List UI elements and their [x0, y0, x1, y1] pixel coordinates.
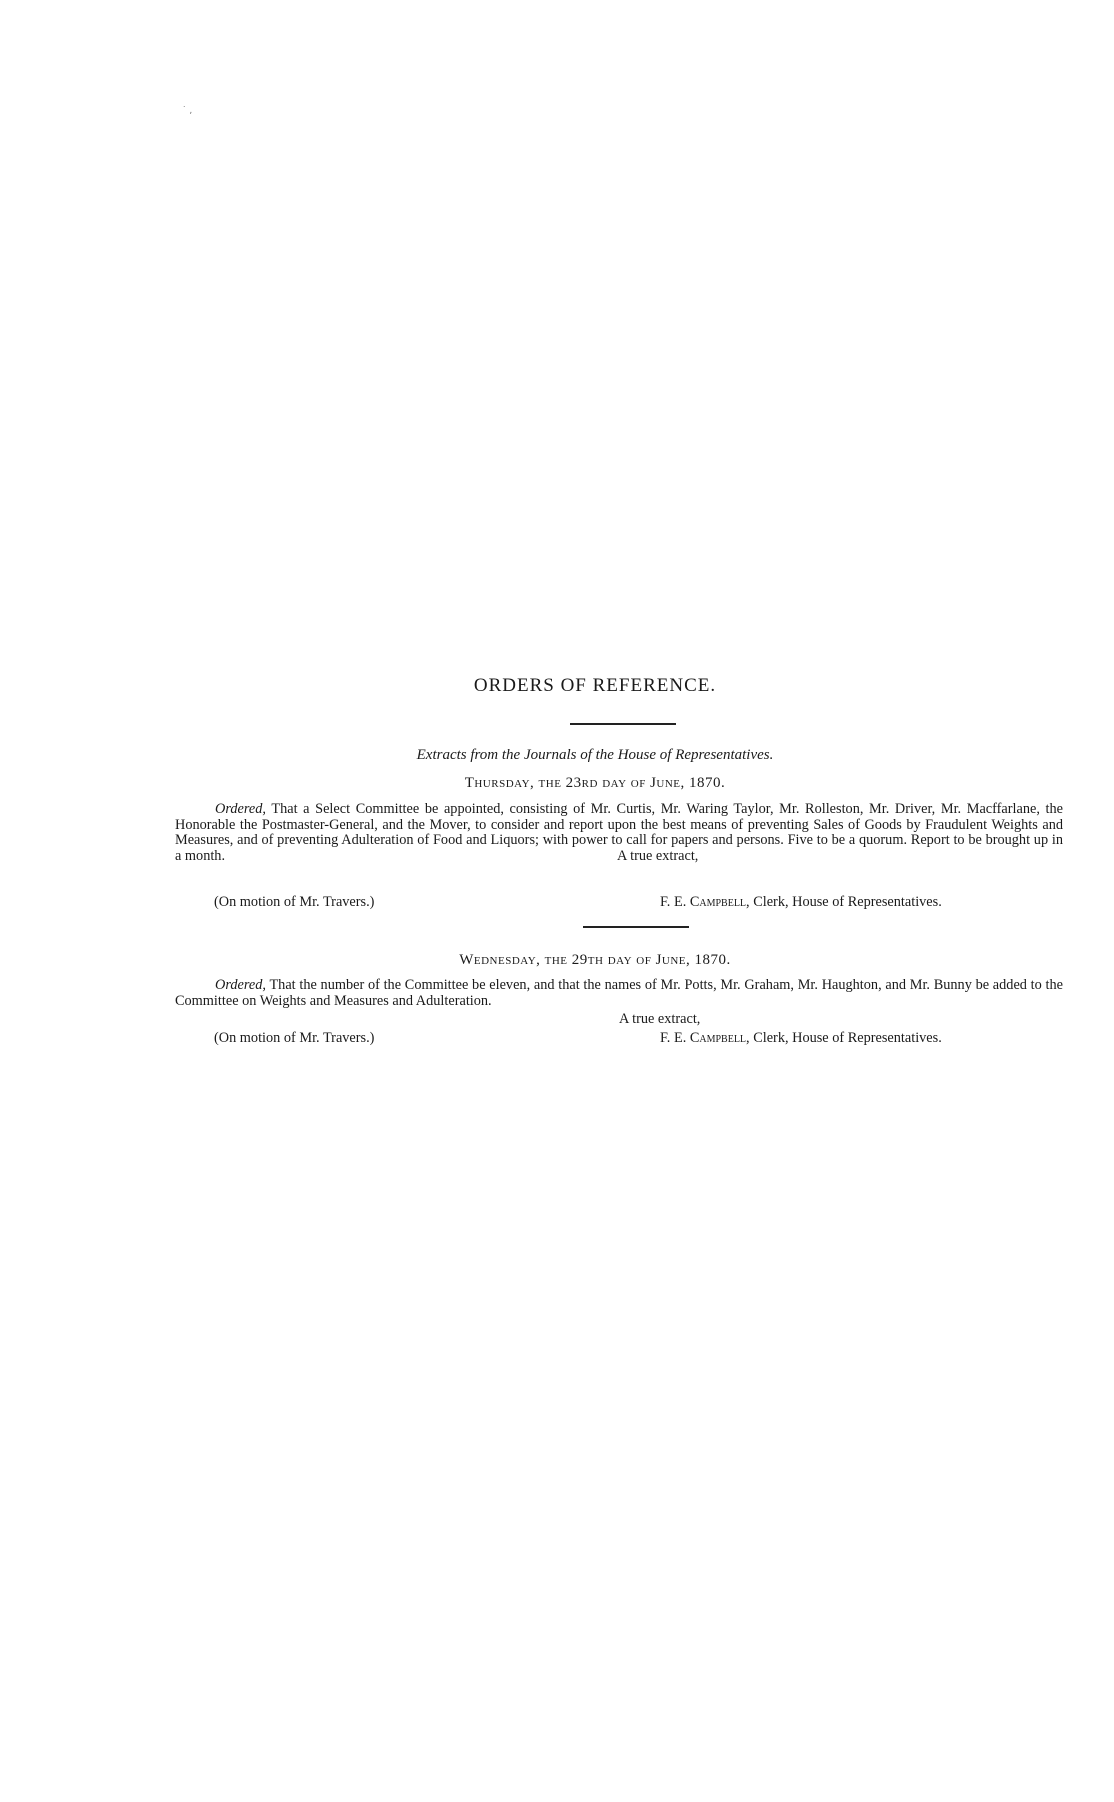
signature-title: Clerk, House of Representatives.	[753, 894, 942, 910]
entry-body: That the number of the Committee be eleven, and that the names of Mr. Potts, Mr. Graham, Mr. Haughton, and Mr. Bunny be added to the Committee on Weights and Measures and Adulteration.	[175, 977, 1063, 1009]
extract-heading: Extracts from the Journals of the House of Representatives.	[416, 747, 774, 763]
ordered-lead: Ordered,	[215, 801, 266, 817]
motion-note: (On motion of Mr. Travers.)	[214, 894, 375, 910]
section-rule	[583, 926, 689, 928]
entry-date-heading: Thursday, the 23rd day of June, 1870.	[464, 775, 726, 791]
true-extract-label: A true extract,	[617, 848, 699, 864]
document-title: ORDERS OF REFERENCE.	[473, 675, 717, 696]
ordered-lead: Ordered,	[215, 977, 266, 993]
motion-note: (On motion of Mr. Travers.)	[214, 1030, 375, 1046]
clerk-signature	[660, 894, 942, 911]
entry-body: That a Select Committee be appointed, consisting of Mr. Curtis, Mr. Waring Taylor, Mr. Rolleston, Mr. Driver, Mr. Macffarlane, the Honorable the Postmaster-General, and the Mover, to consider and report upon the best means of preventing Sales of Goods by Fraudulent Weights and Measures, and of preventing Adulteration of Food and Liquors; with power to call for papers and persons. Five to be a quorum. Report to be brought up in a month.	[175, 801, 1063, 864]
signature-name: F. E. Campbell,	[660, 894, 750, 910]
stray-mark: ˙ ,	[182, 106, 193, 116]
signature-name: F. E. Campbell,	[660, 1030, 750, 1046]
title-rule	[570, 723, 676, 725]
true-extract-label: A true extract,	[619, 1011, 701, 1027]
clerk-signature	[660, 1030, 942, 1047]
signature-title: Clerk, House of Representatives.	[753, 1030, 942, 1046]
entry-date-heading: Wednesday, the 29th day of June, 1870.	[459, 952, 731, 968]
entry-paragraph	[175, 978, 1063, 1009]
